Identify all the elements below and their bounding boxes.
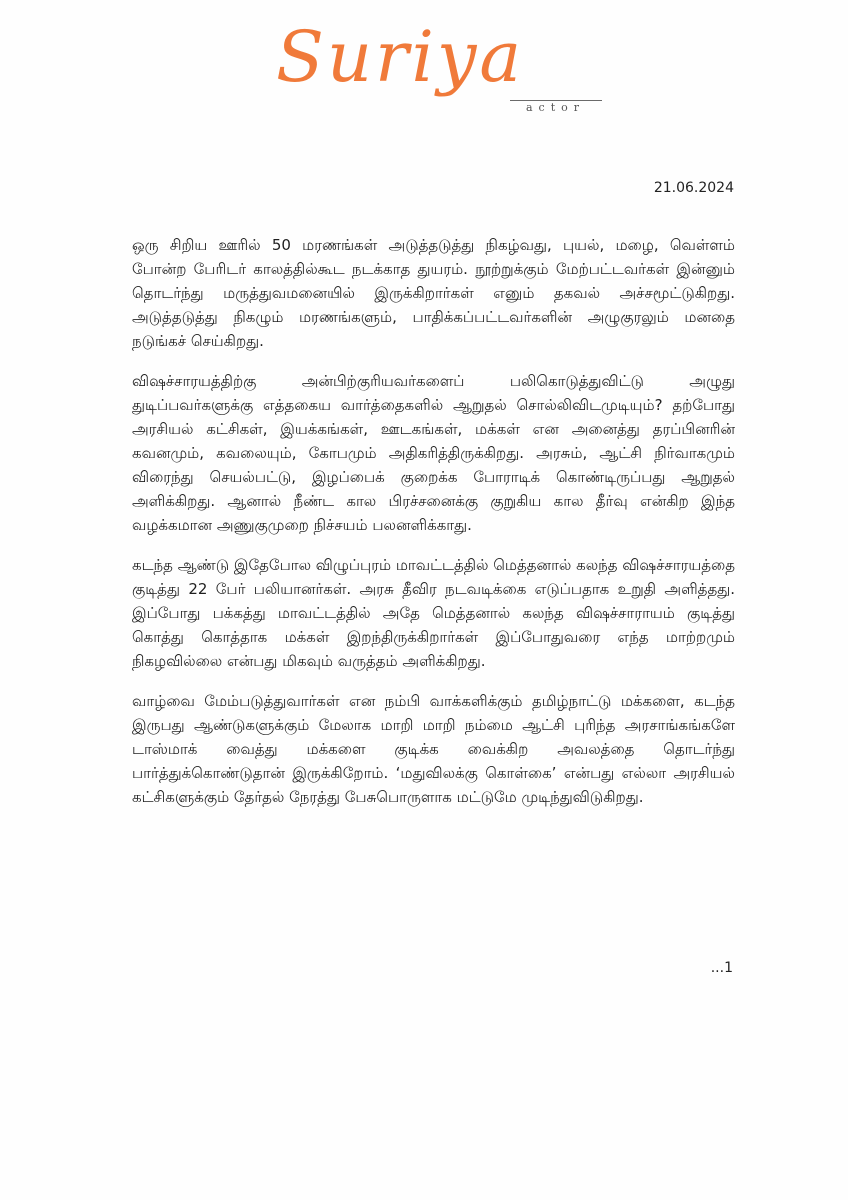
letterhead-logo bbox=[270, 16, 610, 122]
paragraph-2: விஷச்சாரயத்திற்கு அன்பிற்குரியவர்களைப் பலிகொடுத்துவிட்டு அழுது துடிப்பவர்களுக்கு எத்தகைய வார்த்தைகளில் ஆறுதல் சொல்லிவிடமுடியும்? தற்போது அரசியல் கட்சிகள், இயக்கங்கள், ஊடகங்கள், மக்கள் என அனைத்து தரப்பினரின் கவனமும், கவலையும், கோபமும் அதிகரித்திருக்கிறது. அரசும், ஆட்சி நிர்வாகமும் விரைந்து செயல்பட்டு, இழப்பைக் குறைக்க போராடிக் கொண்டிருப்பது ஆறுதல் அளிக்கிறது. ஆனால் நீண்ட கால பிரச்சனைக்கு குறுகிய கால தீர்வு என்கிற இந்த வழக்கமான அணுகுமுறை நிச்சயம் பலனளிக்காது. bbox=[132, 372, 735, 534]
letterhead-name: Suriya bbox=[276, 16, 525, 98]
letter-date: 21.06.2024 bbox=[653, 180, 734, 196]
letter-body bbox=[132, 233, 735, 825]
page-marker: ...1 bbox=[710, 960, 733, 976]
paragraph-4: வாழ்வை மேம்படுத்துவார்கள் என நம்பி வாக்களிக்கும் தமிழ்நாட்டு மக்களை, கடந்த இருபது ஆண்டுகளுக்கும் மேலாக மாறி மாறி நம்மை ஆட்சி புரிந்த அரசாங்கங்களே டாஸ்மாக் வைத்து மக்களை குடிக்க வைக்கிற அவலத்தை தொடர்ந்து பார்த்துக்கொண்டுதான் இருக்கிறோம். ‘மதுவிலக்கு கொள்கை’ என்பது எல்லா அரசியல் கட்சிகளுக்கும் தேர்தல் நேரத்து பேசுபொருளாக மட்டுமே முடிந்துவிடுகிறது. bbox=[132, 692, 735, 806]
paragraph-1: ஒரு சிறிய ஊரில் 50 மரணங்கள் அடுத்தடுத்து நிகழ்வது, புயல், மழை, வெள்ளம் போன்ற பேரிடர் காலத்தில்கூட நடக்காத துயரம். நூற்றுக்கும் மேற்பட்டவர்கள் இன்னும் தொடர்ந்து மருத்துவமனையில் இருக்கிறார்கள் எனும் தகவல் அச்சமூட்டுகிறது. அடுத்தடுத்து நிகழும் மரணங்களும், பாதிக்கப்பட்டவர்களின் அழுகுரலும் மனதை நடுங்கச் செய்கிறது. bbox=[132, 236, 735, 350]
paragraph-3: கடந்த ஆண்டு இதேபோல விழுப்புரம் மாவட்டத்தில் மெத்தனால் கலந்த விஷச்சாரயத்தை குடித்து 22 பேர் பலியானர்கள். அரசு தீவிர நடவடிக்கை எடுப்பதாக உறுதி அளித்தது. இப்போது பக்கத்து மாவட்டத்தில் அதே மெத்தனால் கலந்த விஷச்சாராயம் குடித்து கொத்து கொத்தாக மக்கள் இறந்திருக்கிறார்கள் இப்போதுவரை எந்த மாற்றமும் நிகழவில்லை என்பது மிகவும் வருத்தம் அளிக்கிறது. bbox=[132, 556, 735, 670]
letterhead-subtitle: actor bbox=[526, 101, 586, 114]
